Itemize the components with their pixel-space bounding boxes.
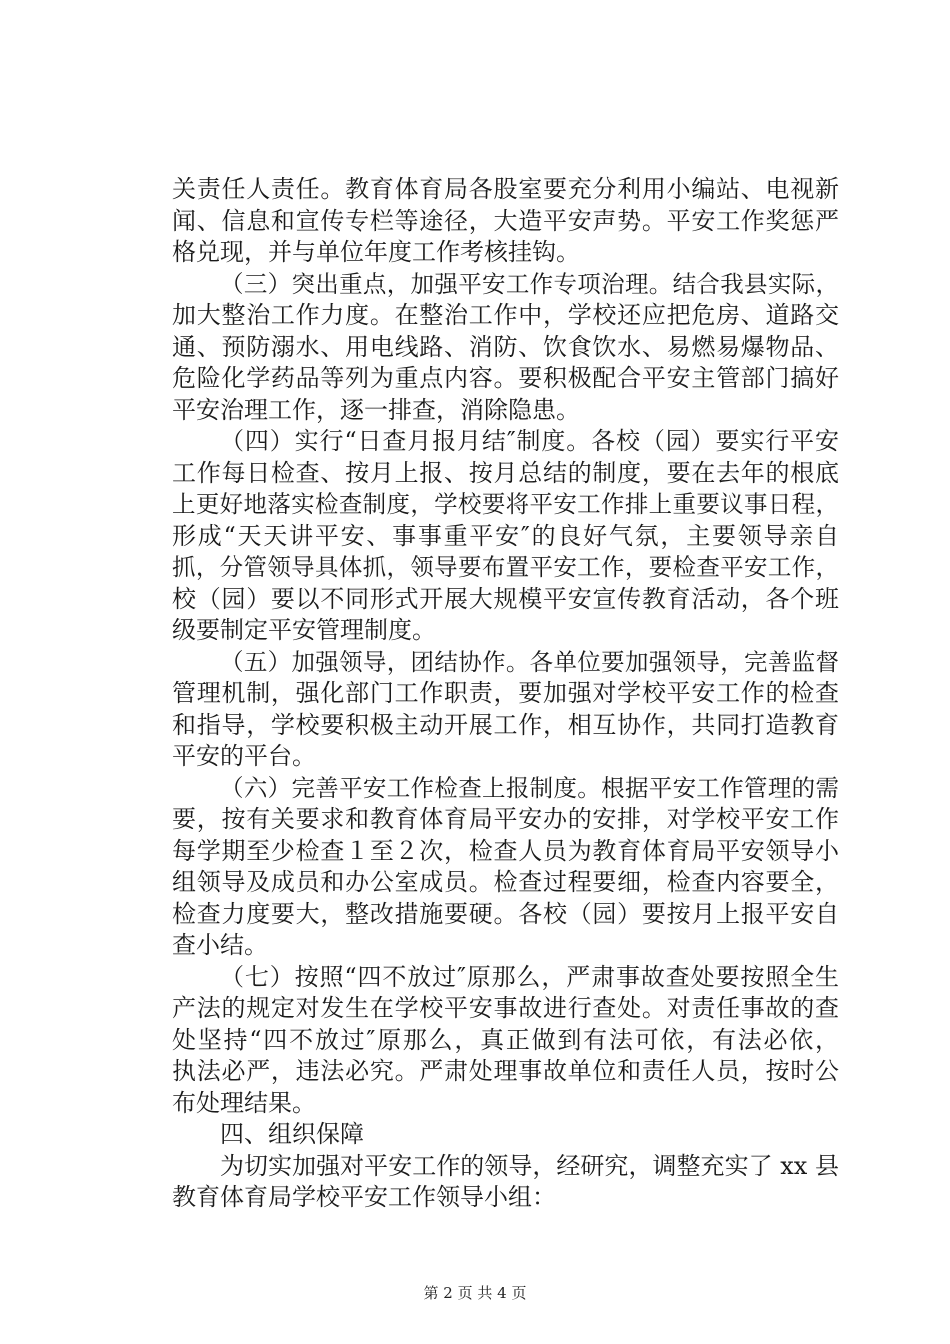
text-line: 关责任人责任。教育体育局各股室要充分利用小编站、电视新 — [172, 175, 839, 203]
text-line: 通、预防溺水、用电线路、消防、饮食饮水、易燃易爆物品、 — [172, 332, 839, 361]
text-line: 校（园）要以不同形式开展大规模平安宣传教育活动，各个班 — [172, 584, 839, 613]
text-line: 教育体育局学校平安工作领导小组： — [172, 1183, 556, 1211]
text-line: 每学期至少检查１至２次，检查人员为教育体育局平安领导小 — [172, 836, 839, 865]
text-line: （六）完善平安工作检查上报制度。根据平安工作管理的需 — [220, 773, 839, 802]
text-line: 闻、信息和宣传专栏等途径，大造平安声势。平安工作奖惩严 — [172, 206, 839, 235]
text-line: 抓，分管领导具体抓，领导要布置平安工作，要检查平安工作， — [172, 553, 839, 581]
page-number-footer: 第 2 页 共 4 页 — [423, 1284, 527, 1302]
text-line: 要，按有关要求和教育体育局平安办的安排，对学校平安工作 — [172, 805, 839, 833]
text-line: 平安治理工作，逐一排查，消除隐患。 — [172, 395, 580, 424]
text-line: 工作每日检查、按月上报、按月总结的制度，要在去年的根底 — [172, 458, 839, 487]
text-line: 产法的规定对发生在学校平安事故进行查处。对责任事故的查 — [172, 994, 839, 1022]
text-line: 组领导及成员和办公室成员。检查过程要细，检查内容要全， — [172, 868, 839, 896]
text-line: （四）实行“日查月报月结″制度。各校（园）要实行平安 — [220, 427, 839, 455]
text-line: 查小结。 — [172, 931, 268, 959]
text-line: 检查力度要大，整改措施要硬。各校（园）要按月上报平安自 — [172, 899, 839, 928]
text-line: 布处理结果。 — [172, 1088, 316, 1117]
text-line: 危险化学药品等列为重点内容。要积极配合平安主管部门搞好 — [172, 364, 839, 392]
text-line: 处坚持“四不放过″原那么，真正做到有法可依，有法必依， — [172, 1025, 839, 1054]
text-line: （五）加强领导，团结协作。各单位要加强领导，完善监督 — [220, 647, 839, 676]
section-heading: 四、组织保障 — [220, 1120, 364, 1148]
text-line: 执法必严，违法必究。严肃处理事故单位和责任人员，按时公 — [172, 1057, 839, 1085]
text-line: 为切实加强对平安工作的领导，经研究，调整充实了 xx 县 — [220, 1151, 839, 1180]
text-line: 和指导，学校要积极主动开展工作，相互协作，共同打造教育 — [172, 710, 839, 739]
text-line: （三）突出重点，加强平安工作专项治理。结合我县实际， — [220, 269, 839, 298]
text-line: 上更好地落实检查制度，学校要将平安工作排上重要议事日程， — [172, 490, 839, 518]
text-line: 管理机制，强化部门工作职责，要加强对学校平安工作的检查 — [172, 679, 839, 707]
text-line: 级要制定平安管理制度。 — [172, 616, 436, 644]
document-body — [172, 174, 839, 1214]
text-line: 加大整治工作力度。在整治工作中，学校还应把危房、道路交 — [172, 301, 839, 329]
text-line: 格兑现，并与单位年度工作考核挂钩。 — [172, 238, 580, 266]
text-line: 平安的平台。 — [172, 742, 316, 770]
text-line: 形成“天天讲平安、事事重平安″的良好气氛，主要领导亲自 — [172, 521, 839, 550]
text-line: （七）按照“四不放过″原那么，严肃事故查处要按照全生 — [220, 962, 839, 991]
